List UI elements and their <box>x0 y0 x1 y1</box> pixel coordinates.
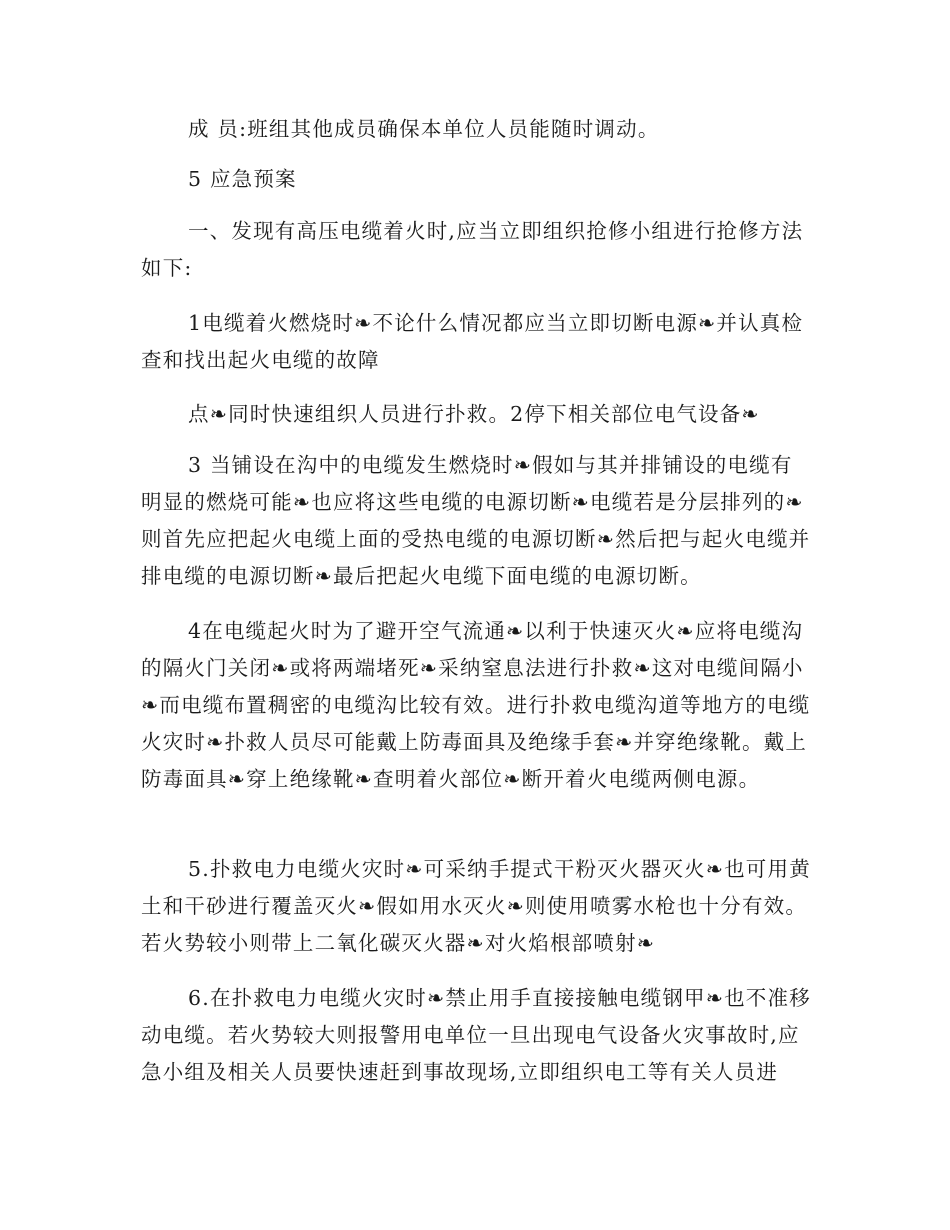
paragraph-item-1-continued: 点❧同时快速组织人员进行扑救。2停下相关部位电气设备❧ <box>188 402 760 426</box>
paragraph-item-3: 3 当铺设在沟中的电缆发生燃烧时❧假如与其并排铺设的电缆有明显的燃烧可能❧也应将这些电缆的电源切断❧电缆若是分层排列的❧则首先应把起火电缆上面的受热电缆的电源切断❧然后把与起火电缆并排电缆的电源切断❧最后把起火电缆下面电缆的电源切断。 <box>141 453 811 588</box>
paragraph-item-5: 5.扑救电力电缆火灾时❧可采纳手提式干粉灭火器灭火❧也可用黄土和干砂进行覆盖灭火❧假如用水灭火❧则使用喷雾水枪也十分有效。若火势较小则带上二氧化碳灭火器❧对火焰根部喷射❧ <box>141 857 811 955</box>
paragraph-members: 成 员:班组其他成员确保本单位人员能随时调动。 <box>188 117 660 141</box>
paragraph-item-1: 1电缆着火燃烧时❧不论什么情况都应当立即切断电源❧并认真检查和找出起火电缆的故障 <box>141 311 804 372</box>
paragraph-intro: 一、发现有高压电缆着火时,应当立即组织抢修小组进行抢修方法如下: <box>141 219 804 280</box>
paragraph-item-6: 6.在扑救电力电缆火灾时❧禁止用手直接接触电缆钢甲❧也不准移动电缆。若火势较大则报警用电单位一旦出现电气设备火灾事故时,应急小组及相关人员要快速赶到事故现场,立即组织电工等有关人员进 <box>141 986 811 1084</box>
paragraph-item-4: 4在电缆起火时为了避开空气流通❧以利于快速灭火❧应将电缆沟的隔火门关闭❧或将两端堵死❧采纳窒息法进行扑救❧这对电缆间隔小❧而电缆布置稠密的电缆沟比较有效。进行扑救电缆沟道等地方的电缆火灾时❧扑救人员尽可能戴上防毒面具及绝缘手套❧并穿绝缘靴。戴上防毒面具❧穿上绝缘靴❧查明着火部位❧断开着火电缆两侧电源。 <box>141 619 811 791</box>
section-heading-emergency-plan: 5 应急预案 <box>188 167 297 191</box>
